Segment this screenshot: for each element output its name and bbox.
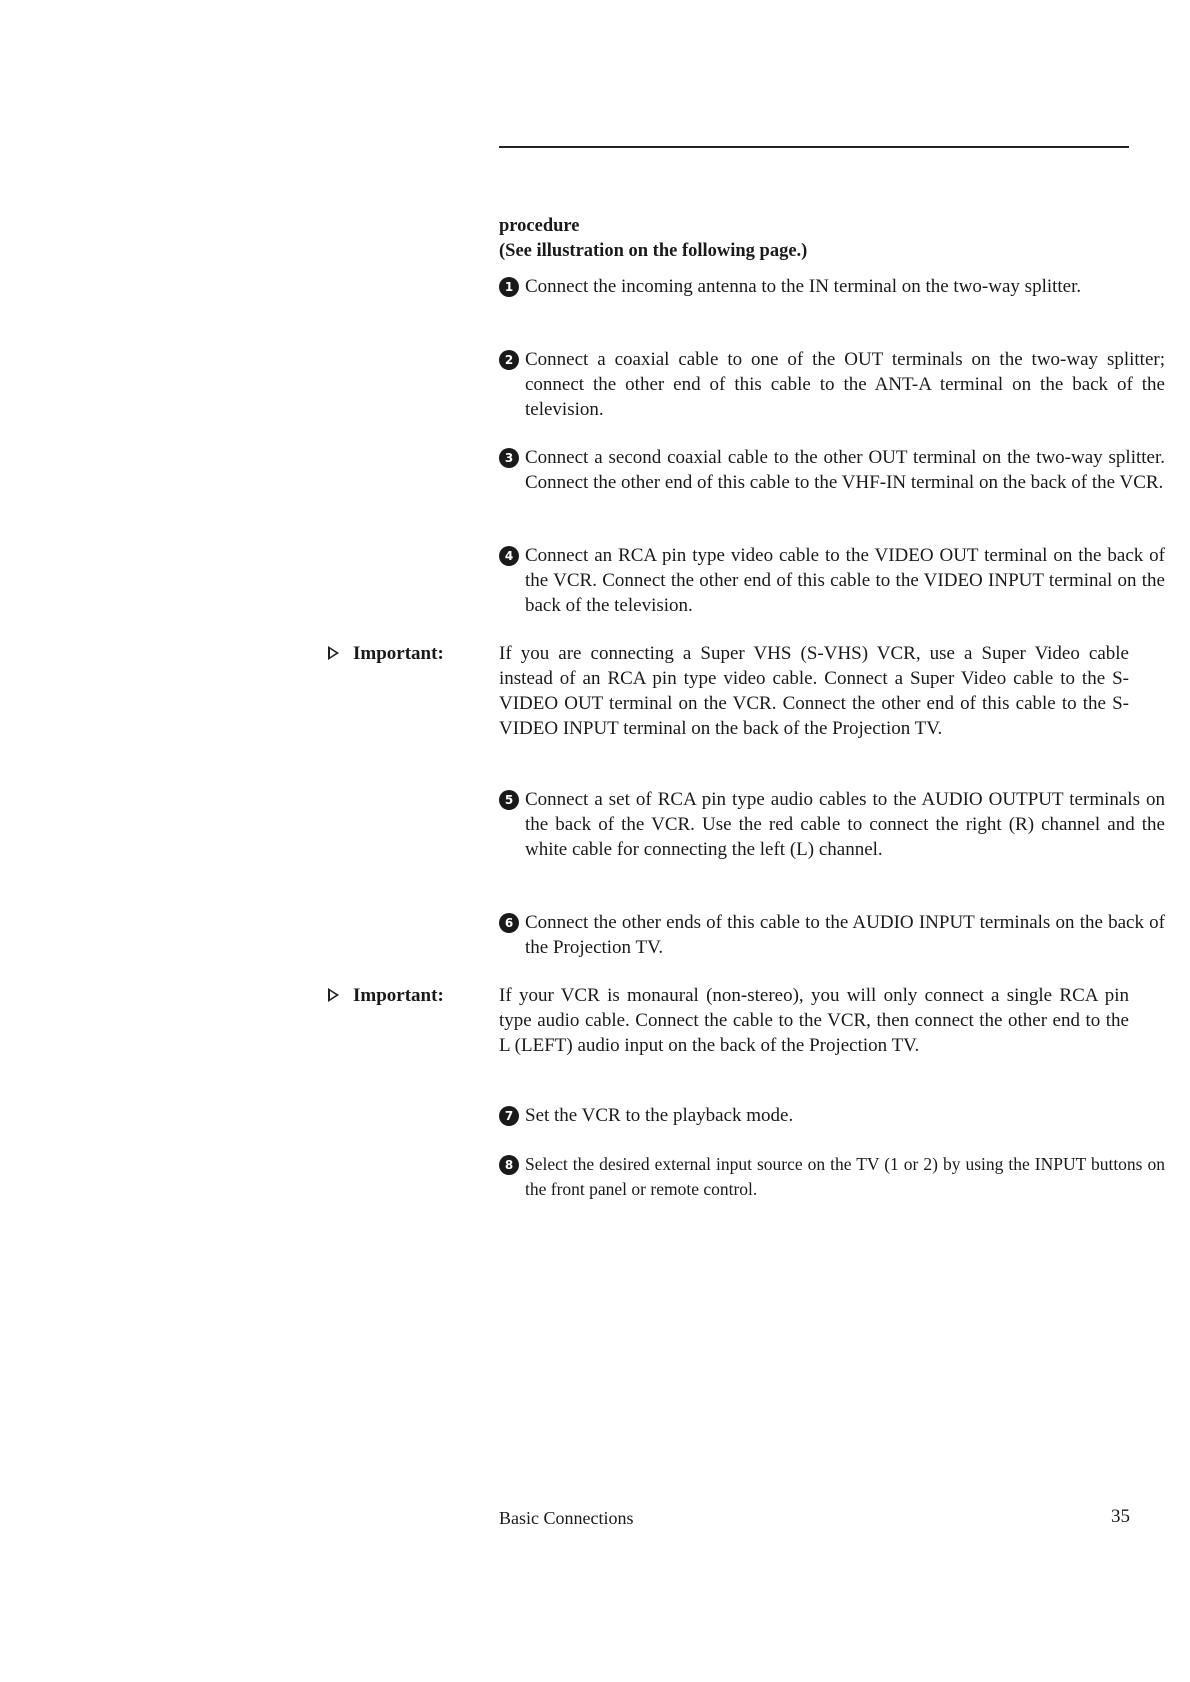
step-number-badge: 6: [499, 913, 519, 933]
step-8: [499, 1152, 1165, 1202]
step-number-badge: 5: [499, 790, 519, 810]
important-label-text: Important:: [353, 985, 444, 1006]
step-4: [499, 543, 1165, 618]
step-text: Connect the other ends of this cable to the AUDIO INPUT terminals on the back of the Projection TV.: [525, 912, 1165, 958]
header-rule: [499, 146, 1129, 148]
triangle-bullet-icon: [328, 646, 339, 660]
step-number-badge: 1: [499, 277, 519, 297]
step-6: [499, 910, 1165, 960]
procedure-heading: [499, 214, 1139, 264]
step-number-badge: 3: [499, 448, 519, 468]
step-1: [499, 274, 1165, 299]
important-note-2: If your VCR is monaural (non-stereo), you will only connect a single RCA pin type audio cable. Connect the cable to the VCR, then connect the other end to the L (LEFT) audio input on the back of the Projection TV.: [499, 985, 1129, 1056]
step-text: Connect the incoming antenna to the IN terminal on the two-way splitter.: [525, 276, 1082, 297]
important-label-2: [328, 983, 498, 1008]
step-number-badge: 7: [499, 1106, 519, 1126]
procedure-subtitle: (See illustration on the following page.): [499, 241, 808, 261]
step-text: Connect a set of RCA pin type audio cables to the AUDIO OUTPUT terminals on the back of the VCR. Use the red cable to connect the right (R) channel and the white cable for connecting the left (L) channel.: [525, 789, 1165, 860]
step-5: [499, 787, 1165, 862]
procedure-title: procedure: [499, 216, 580, 236]
step-3: [499, 445, 1165, 495]
step-number-badge: 4: [499, 546, 519, 566]
step-text: Connect a second coaxial cable to the other OUT terminal on the two-way splitter. Connect the other end of this cable to the VHF-IN terminal on the back of the VCR.: [525, 447, 1165, 493]
triangle-bullet-icon: [328, 988, 339, 1002]
footer-section-title: Basic Connections: [499, 1508, 634, 1528]
step-number-badge: 2: [499, 350, 519, 370]
step-text: Set the VCR to the playback mode.: [525, 1105, 794, 1126]
step-text: Select the desired external input source on the TV (1 or 2) by using the INPUT buttons on the front panel or remote control.: [525, 1154, 1165, 1199]
important-note-1: If you are connecting a Super VHS (S-VHS) VCR, use a Super Video cable instead of an RCA pin type video cable. Connect a Super Video cable to the S-VIDEO OUT terminal on the VCR. Connect the other end of this cable to the S-VIDEO INPUT terminal on the back of the Projection TV.: [499, 643, 1129, 739]
important-label-1: [328, 641, 498, 666]
step-text: Connect an RCA pin type video cable to the VIDEO OUT terminal on the back of the VCR. Connect the other end of this cable to the VIDEO INPUT terminal on the back of the television.: [525, 545, 1165, 616]
important-label-text: Important:: [353, 643, 444, 664]
step-number-badge: 8: [499, 1155, 519, 1175]
page-number: 35: [1111, 1506, 1130, 1527]
step-text: Connect a coaxial cable to one of the OUT terminals on the two-way splitter; connect the other end of this cable to the ANT-A terminal on the back of the television.: [525, 349, 1165, 420]
step-7: [499, 1103, 1165, 1128]
step-2: [499, 347, 1165, 422]
